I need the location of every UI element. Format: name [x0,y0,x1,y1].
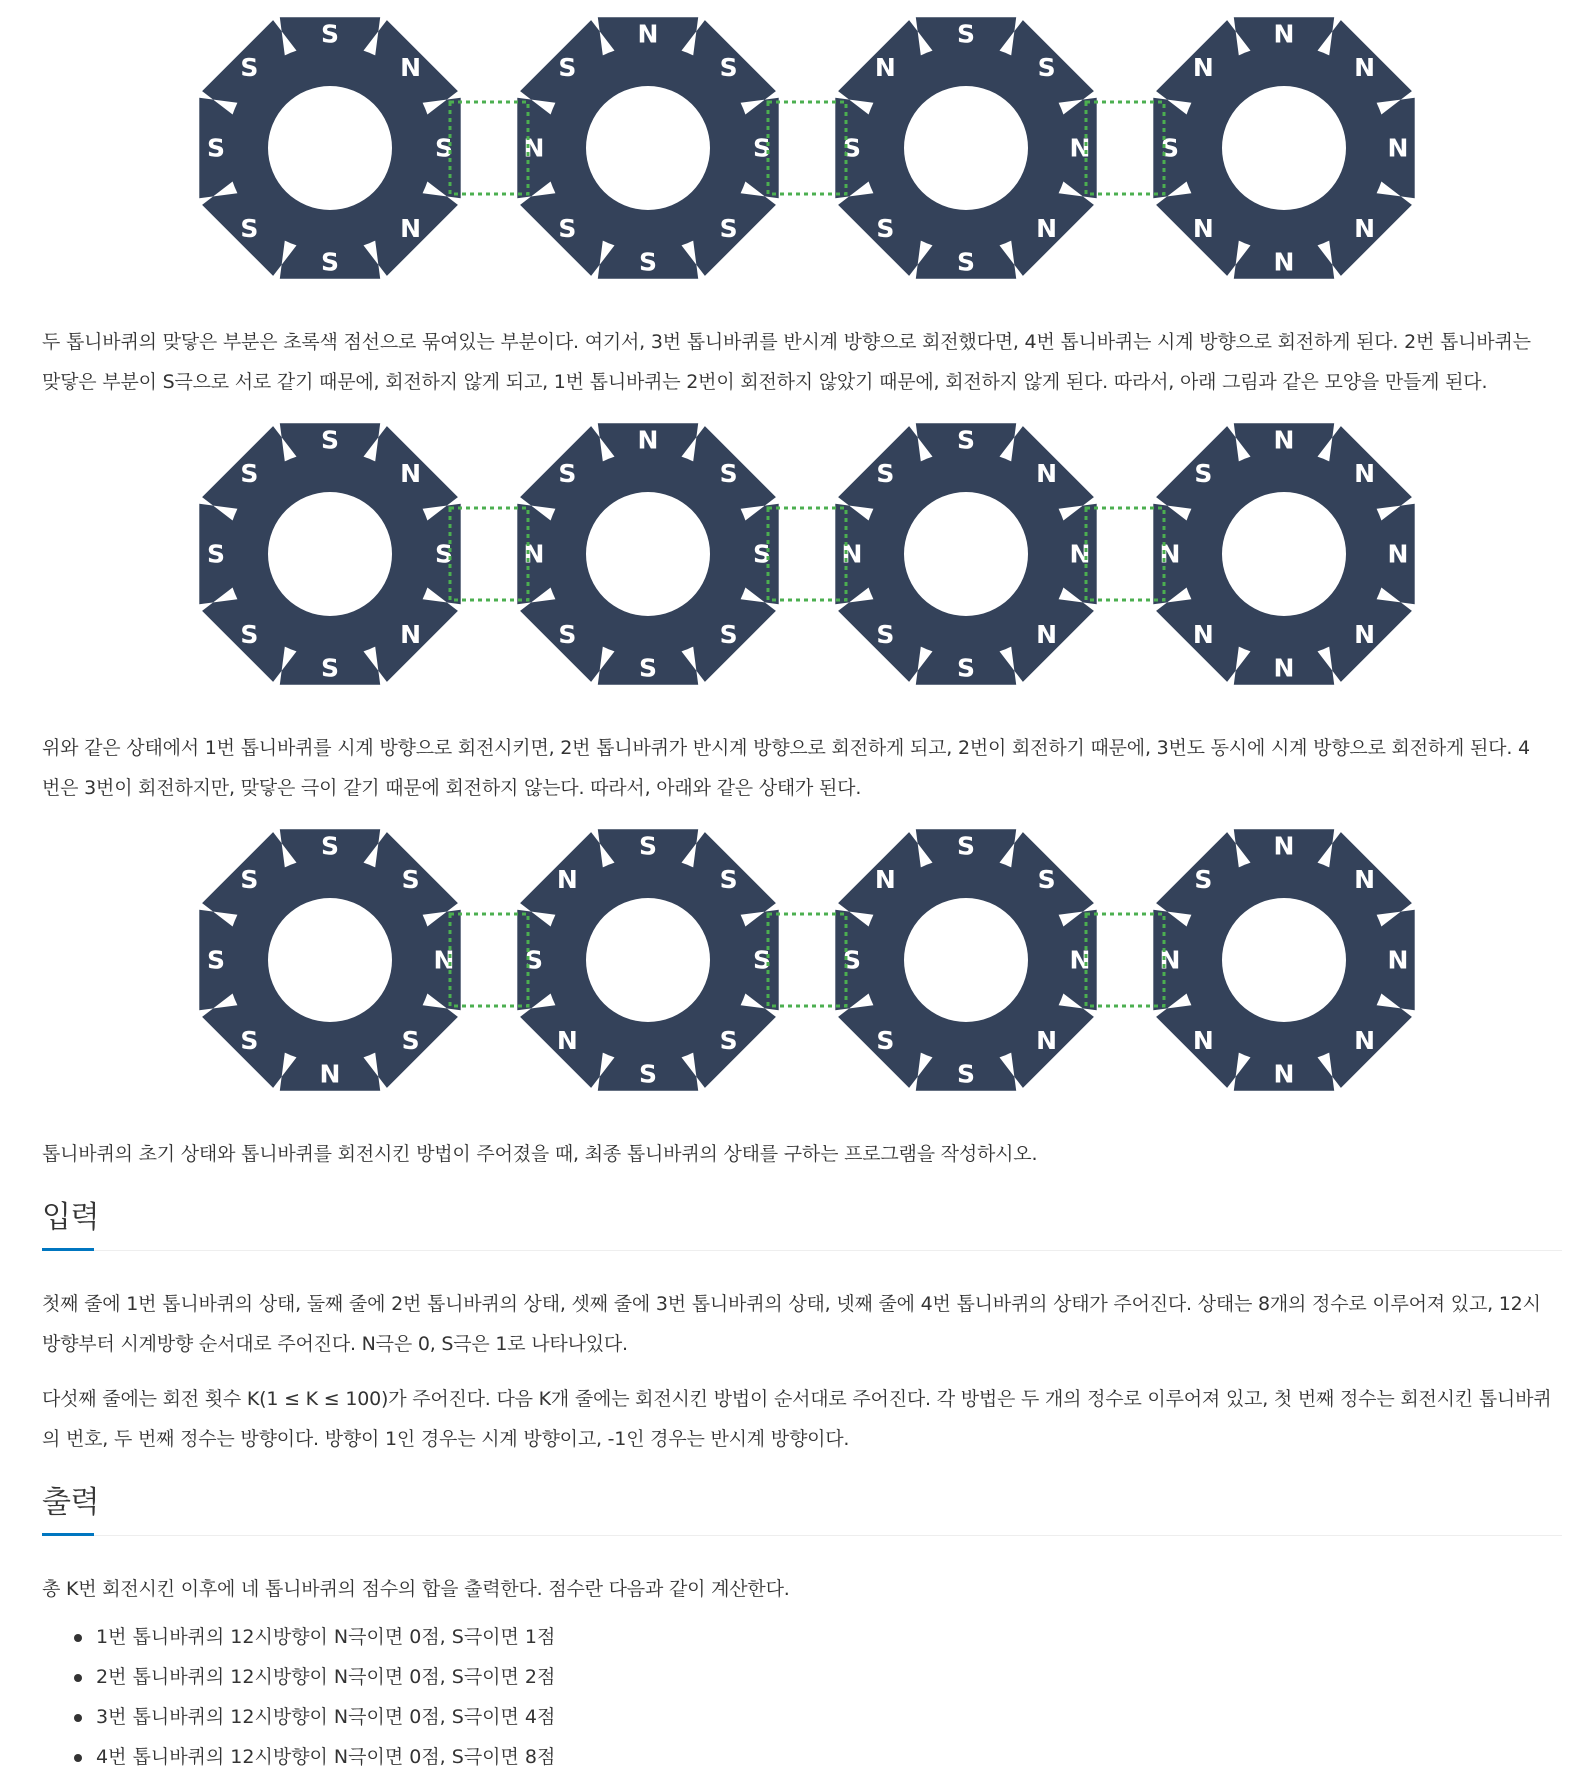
gear-2 [517,423,778,684]
input-paragraph-2 [42,1379,1562,1459]
gear-pole-label: N [1036,458,1058,488]
gear-pole-label: N [874,52,896,82]
gear-4 [1153,423,1414,684]
gear-pole-label: N [1273,19,1295,49]
gear-body [835,423,1096,684]
gear-pole-label: N [1354,1026,1376,1056]
gears-figure-3-svg [190,818,1426,1102]
gears-figure-2 [190,412,1426,696]
gear-pole-label: N [556,1026,578,1056]
gear-3 [835,423,1096,684]
gear-pole-label: S [719,458,738,488]
gear-pole-label: N [1192,52,1214,82]
description-paragraph-3 [42,1134,1562,1174]
gear-pole-label: S [752,133,772,163]
gear-3 [835,829,1096,1090]
description-paragraph-2-line-2: 번은 3번이 회전하지만, 맞닿은 극이 같기 때문에 회전하지 않는다. 따라서, 아래와 같은 상태가 된다. [42,777,862,799]
description-paragraph-1 [42,322,1562,402]
score-rule-item [96,1697,555,1737]
gear-body [199,423,460,684]
bullet-dot-icon [74,1634,82,1642]
gear-2 [517,17,778,278]
bullet-dot-icon [74,1754,82,1762]
gear-body [199,829,460,1090]
gear-pole-label: N [1069,539,1091,569]
description-paragraph-2-line-1: 위와 같은 상태에서 1번 톱니바퀴를 시계 방향으로 회전시키면, 2번 톱니바퀴가 반시계 방향으로 회전하게 되고, 2번이 회전하기 때문에, 3번도 동시에 시계 방향으로 회전하게 된다. 4 [42,737,1530,759]
gear-pole-label: S [434,539,454,569]
gears-figure-3 [190,818,1426,1102]
gear-pole-label: S [956,831,976,861]
gear-pole-label: N [1192,1026,1214,1056]
score-rule-item [96,1737,555,1777]
gear-pole-label: S [558,620,577,650]
gear-pole-label: S [1194,458,1213,488]
gear-pole-label: S [240,864,259,894]
gears-figure-1 [190,6,1426,290]
gear-pole-label: S [320,247,340,277]
description-paragraph-1-line-2: 맞닿은 부분이 S극으로 서로 같기 때문에, 회전하지 않게 되고, 1번 톱니바퀴는 2번이 회전하지 않았기 때문에, 회전하지 않게 된다. 따라서, 아래 그림과 같은 모양을 만들게 된다. [42,371,1488,393]
gear-pole-label: N [433,945,455,975]
gears-figure-1-svg [190,6,1426,290]
gear-pole-label: S [638,247,658,277]
gear-pole-label: S [719,864,738,894]
contact-highlight-box [450,914,528,1006]
gear-pole-label: S [206,133,226,163]
gear-pole-label: S [558,214,577,244]
gear-pole-label: N [637,19,659,49]
gear-pole-label: S [320,653,340,683]
gear-pole-label: S [1037,864,1056,894]
gear-pole-label: S [240,1026,259,1056]
gear-pole-label: S [240,52,259,82]
input-paragraph-1-line-2: 방향부터 시계방향 순서대로 주어진다. N극은 0, S극은 1로 나타나있다. [42,1333,628,1355]
input-section-header [42,1196,1562,1240]
gear-body [199,17,460,278]
input-paragraph-1-line-1: 첫째 줄에 1번 톱니바퀴의 상태, 둘째 줄에 2번 톱니바퀴의 상태, 셋째 줄에 3번 톱니바퀴의 상태, 넷째 줄에 4번 톱니바퀴의 상태가 주어진다. 상태는 8개의 정수로 이루어져 있고, 12시 [42,1293,1541,1315]
contact-highlight-box [1086,508,1164,600]
gear-pole-label: N [1387,133,1409,163]
gear-body [517,17,778,278]
gear-pole-label: N [1192,620,1214,650]
gear-pole-label: S [719,1026,738,1056]
gear-pole-label: S [638,831,658,861]
contact-highlight-box [450,508,528,600]
gear-pole-label: N [523,539,545,569]
gear-pole-label: N [400,458,422,488]
gear-pole-label: S [876,620,895,650]
gear-pole-label: S [719,620,738,650]
gear-pole-label: S [434,133,454,163]
gear-pole-label: N [556,864,578,894]
gear-1 [199,829,460,1090]
gear-pole-label: S [956,425,976,455]
gear-pole-label: N [1273,247,1295,277]
gear-pole-label: S [1037,52,1056,82]
output-section-title: 출력 [42,1485,99,1520]
gear-pole-label: N [874,864,896,894]
gear-pole-label: N [637,425,659,455]
gear-pole-label: N [1273,425,1295,455]
score-rule-text: 4번 톱니바퀴의 12시방향이 N극이면 0점, S극이면 8점 [96,1746,556,1768]
score-rule-text: 3번 톱니바퀴의 12시방향이 N극이면 0점, S극이면 4점 [96,1706,556,1728]
gear-pole-label: S [240,620,259,650]
gear-pole-label: N [1036,620,1058,650]
gear-pole-label: S [719,214,738,244]
gear-pole-label: N [1273,1059,1295,1089]
input-paragraph-1 [42,1284,1562,1364]
contact-highlight-box [450,102,528,194]
contact-highlight-box [768,102,846,194]
gear-pole-label: N [1036,1026,1058,1056]
gear-pole-label: N [1273,653,1295,683]
gear-pole-label: S [876,458,895,488]
description-paragraph-3-text: 톱니바퀴의 초기 상태와 톱니바퀴를 회전시킨 방법이 주어졌을 때, 최종 톱니바퀴의 상태를 구하는 프로그램을 작성하시오. [42,1143,1038,1165]
gear-pole-label: N [400,620,422,650]
contact-highlight-box [768,508,846,600]
output-paragraph [42,1569,1562,1609]
gear-pole-label: S [956,1059,976,1089]
contact-highlight-box [768,914,846,1006]
gear-pole-label: N [1036,214,1058,244]
gear-pole-label: S [206,945,226,975]
gear-2 [517,829,778,1090]
gear-pole-label: N [1069,133,1091,163]
gear-pole-label: S [842,133,862,163]
score-rule-item [96,1617,555,1657]
gear-pole-label: S [1160,133,1180,163]
gear-pole-label: S [752,539,772,569]
gear-pole-label: S [401,1026,420,1056]
gear-1 [199,17,460,278]
score-rule-item [96,1657,555,1697]
gear-pole-label: S [956,247,976,277]
gear-1 [199,423,460,684]
gear-pole-label: N [1354,620,1376,650]
gear-pole-label: S [956,19,976,49]
score-rules-list [42,1617,555,1777]
gear-pole-label: N [1069,945,1091,975]
gear-pole-label: N [1354,214,1376,244]
gear-pole-label: S [1194,864,1213,894]
description-paragraph-1-line-1: 두 톱니바퀴의 맞닿은 부분은 초록색 점선으로 묶여있는 부분이다. 여기서, 3번 톱니바퀴를 반시계 방향으로 회전했다면, 4번 톱니바퀴는 시계 방향으로 회전하게 된다. 2번 톱니바퀴는 [42,331,1531,353]
gear-4 [1153,17,1414,278]
gear-pole-label: N [1354,458,1376,488]
gears-figure-2-svg [190,412,1426,696]
gear-pole-label: N [400,52,422,82]
input-paragraph-2-line-2: 의 번호, 두 번째 정수는 방향이다. 방향이 1인 경우는 시계 방향이고, -1인 경우는 반시계 방향이다. [42,1428,850,1450]
gear-pole-label: N [841,539,863,569]
gear-4 [1153,829,1414,1090]
gear-pole-label: N [1354,52,1376,82]
gear-pole-label: S [558,52,577,82]
gear-pole-label: S [842,945,862,975]
output-section-header [42,1481,1562,1525]
score-rule-text: 2번 톱니바퀴의 12시방향이 N극이면 0점, S극이면 2점 [96,1666,556,1688]
gear-pole-label: N [1387,945,1409,975]
gear-pole-label: S [524,945,544,975]
input-paragraph-2-line-1: 다섯째 줄에는 회전 횟수 K(1 ≤ K ≤ 100)가 주어진다. 다음 K개 줄에는 회전시킨 방법이 순서대로 주어진다. 각 방법은 두 개의 정수로 이루어져 있고, 첫 번째 정수는 회전시킨 톱니바퀴 [42,1388,1552,1410]
gear-pole-label: N [523,133,545,163]
gear-pole-label: N [319,1059,341,1089]
gear-pole-label: S [401,864,420,894]
input-section-title: 입력 [42,1200,99,1235]
gear-pole-label: N [1354,864,1376,894]
input-section-rule [42,1250,1562,1251]
gear-pole-label: S [752,945,772,975]
gear-pole-label: N [400,214,422,244]
contact-highlight-box [1086,914,1164,1006]
gear-pole-label: S [638,653,658,683]
gear-pole-label: S [320,831,340,861]
output-section-rule [42,1535,1562,1536]
description-paragraph-2 [42,728,1562,808]
output-paragraph-text: 총 K번 회전시킨 이후에 네 톱니바퀴의 점수의 합을 출력한다. 점수란 다음과 같이 계산한다. [42,1578,790,1600]
gear-3 [835,17,1096,278]
gear-pole-label: S [320,19,340,49]
output-section-accent [42,1533,94,1536]
bullet-dot-icon [74,1714,82,1722]
gear-pole-label: N [1387,539,1409,569]
gear-pole-label: S [206,539,226,569]
gear-pole-label: S [719,52,738,82]
gear-pole-label: S [876,1026,895,1056]
gear-pole-label: N [1192,214,1214,244]
gear-pole-label: S [876,214,895,244]
gear-pole-label: S [558,458,577,488]
gear-pole-label: N [1159,945,1181,975]
input-section-accent [42,1248,94,1251]
gear-pole-label: S [240,458,259,488]
score-rule-text: 1번 톱니바퀴의 12시방향이 N극이면 0점, S극이면 1점 [96,1626,556,1648]
bullet-dot-icon [74,1674,82,1682]
gear-body [517,423,778,684]
gear-pole-label: N [1159,539,1181,569]
gear-pole-label: N [1273,831,1295,861]
gear-pole-label: S [240,214,259,244]
gear-pole-label: S [320,425,340,455]
contact-highlight-box [1086,102,1164,194]
gear-pole-label: S [956,653,976,683]
gear-pole-label: S [638,1059,658,1089]
